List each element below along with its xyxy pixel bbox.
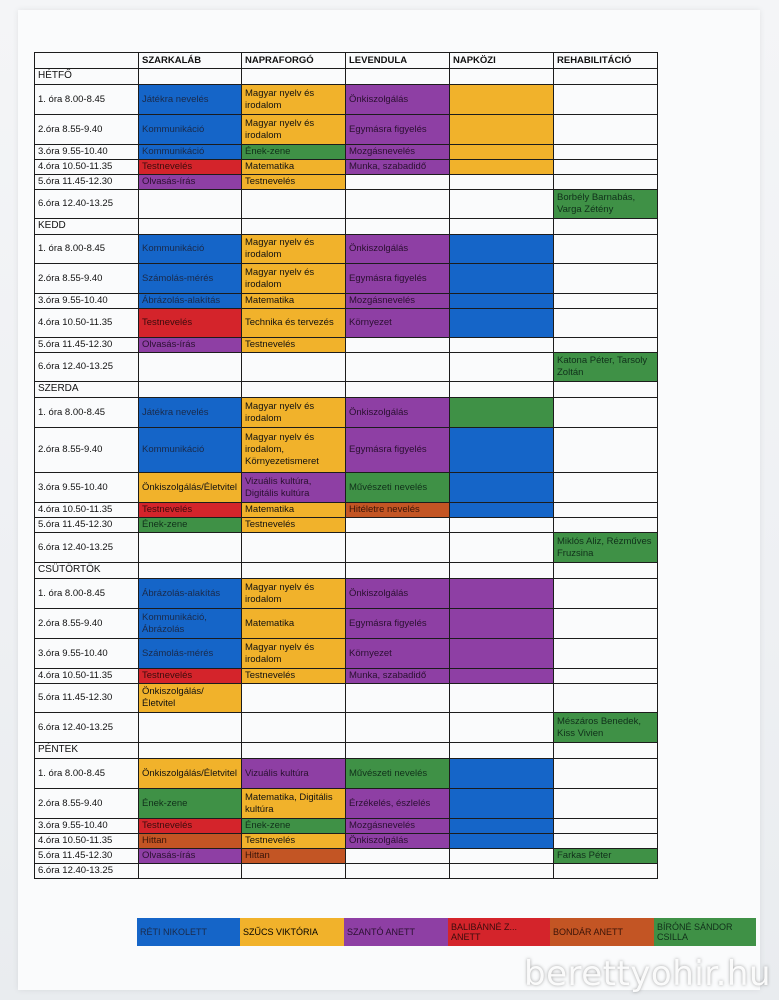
lesson-cell — [450, 759, 554, 789]
lesson-cell — [450, 684, 554, 713]
lesson-time: 5.óra 11.45-12.30 — [35, 338, 139, 353]
lesson-cell: Testnevelés — [139, 309, 242, 338]
lesson-row — [35, 579, 658, 609]
lesson-cell — [554, 639, 658, 669]
lesson-cell — [450, 160, 554, 175]
lesson-cell: Művészeti nevelés — [346, 473, 450, 503]
day-label: CSÜTÖRTÖK — [35, 563, 139, 579]
lesson-row — [35, 849, 658, 864]
lesson-cell — [450, 294, 554, 309]
lesson-time: 5.óra 11.45-12.30 — [35, 684, 139, 713]
lesson-cell: Munka, szabadidő — [346, 669, 450, 684]
lesson-time: 1. óra 8.00-8.45 — [35, 579, 139, 609]
lesson-row — [35, 518, 658, 533]
empty-cell — [554, 382, 658, 398]
lesson-time: 2.óra 8.55-9.40 — [35, 264, 139, 294]
lesson-cell: Vizuális kultúra, Digitális kultúra — [242, 473, 346, 503]
lesson-cell — [450, 834, 554, 849]
lesson-time: 4.óra 10.50-11.35 — [35, 834, 139, 849]
lesson-cell: Magyar nyelv és irodalom — [242, 579, 346, 609]
lesson-cell — [346, 190, 450, 219]
lesson-cell: Borbély Barnabás, Varga Zétény — [554, 190, 658, 219]
lesson-row — [35, 609, 658, 639]
lesson-time: 3.óra 9.55-10.40 — [35, 473, 139, 503]
lesson-row — [35, 533, 658, 563]
lesson-cell — [554, 789, 658, 819]
empty-cell — [346, 743, 450, 759]
lesson-cell: Egymásra figyelés — [346, 428, 450, 473]
lesson-cell: Érzékelés, észlelés — [346, 789, 450, 819]
lesson-row — [35, 864, 658, 879]
teacher-legend — [137, 918, 756, 946]
lesson-cell — [139, 353, 242, 382]
lesson-cell: Testnevelés — [242, 669, 346, 684]
lesson-cell: Technika és tervezés — [242, 309, 346, 338]
empty-cell — [139, 563, 242, 579]
lesson-cell — [554, 338, 658, 353]
lesson-cell — [554, 294, 658, 309]
lesson-cell: Katona Péter, Tarsoly Zoltán — [554, 353, 658, 382]
lesson-row — [35, 398, 658, 428]
lesson-cell — [450, 85, 554, 115]
legend-item: SZANTÓ ANETT — [344, 918, 448, 946]
lesson-cell: Mozgásnevelés — [346, 294, 450, 309]
lesson-cell: Magyar nyelv és irodalom — [242, 639, 346, 669]
lesson-cell: Magyar nyelv és irodalom — [242, 85, 346, 115]
lesson-cell: Önkiszolgálás/Életvitel — [139, 473, 242, 503]
lesson-cell: Játékra nevelés — [139, 85, 242, 115]
lesson-cell: Magyar nyelv és irodalom — [242, 264, 346, 294]
lesson-cell: Hittan — [242, 849, 346, 864]
lesson-cell: Testnevelés — [139, 503, 242, 518]
empty-cell — [450, 69, 554, 85]
lesson-time: 3.óra 9.55-10.40 — [35, 294, 139, 309]
lesson-time: 6.óra 12.40-13.25 — [35, 190, 139, 219]
day-row — [35, 563, 658, 579]
lesson-cell — [450, 353, 554, 382]
lesson-cell — [346, 353, 450, 382]
lesson-cell — [450, 533, 554, 563]
header-napraforgo: NAPRAFORGÓ — [242, 53, 346, 69]
legend-item: SZŰCS VIKTÓRIA — [240, 918, 344, 946]
legend-item: BÍRÓNÉ SÁNDOR CSILLA — [654, 918, 756, 946]
lesson-cell — [554, 235, 658, 264]
lesson-cell — [450, 713, 554, 743]
lesson-cell — [450, 175, 554, 190]
lesson-cell: Mészáros Benedek, Kiss Vivien — [554, 713, 658, 743]
empty-cell — [242, 219, 346, 235]
lesson-cell: Önkiszolgálás — [346, 834, 450, 849]
lesson-row — [35, 264, 658, 294]
day-label: SZERDA — [35, 382, 139, 398]
legend-item: BALIBÁNNÉ Z... ANETT — [448, 918, 550, 946]
lesson-cell: Egymásra figyelés — [346, 264, 450, 294]
day-row — [35, 219, 658, 235]
lesson-cell: Testnevelés — [242, 175, 346, 190]
lesson-cell — [450, 190, 554, 219]
lesson-row — [35, 338, 658, 353]
lesson-time: 4.óra 10.50-11.35 — [35, 309, 139, 338]
lesson-row — [35, 819, 658, 834]
lesson-cell — [554, 669, 658, 684]
lesson-cell — [450, 264, 554, 294]
lesson-cell: Munka, szabadidő — [346, 160, 450, 175]
lesson-row — [35, 759, 658, 789]
lesson-cell — [242, 533, 346, 563]
lesson-cell: Játékra nevelés — [139, 398, 242, 428]
lesson-time: 4.óra 10.50-11.35 — [35, 160, 139, 175]
lesson-cell — [554, 175, 658, 190]
lesson-row — [35, 713, 658, 743]
lesson-cell: Mozgásnevelés — [346, 145, 450, 160]
lesson-cell — [346, 175, 450, 190]
lesson-cell: Matematika — [242, 160, 346, 175]
lesson-row — [35, 789, 658, 819]
lesson-cell — [554, 115, 658, 145]
lesson-cell — [450, 639, 554, 669]
lesson-cell: Magyar nyelv és irodalom, Környezetismeret — [242, 428, 346, 473]
lesson-row — [35, 353, 658, 382]
schedule-table — [34, 52, 658, 879]
empty-cell — [554, 219, 658, 235]
lesson-cell — [450, 669, 554, 684]
lesson-cell: Kommunikáció — [139, 145, 242, 160]
lesson-cell: Környezet — [346, 639, 450, 669]
empty-cell — [554, 743, 658, 759]
lesson-time: 2.óra 8.55-9.40 — [35, 789, 139, 819]
lesson-cell — [554, 428, 658, 473]
lesson-cell: Mozgásnevelés — [346, 819, 450, 834]
lesson-time: 6.óra 12.40-13.25 — [35, 353, 139, 382]
lesson-cell: Környezet — [346, 309, 450, 338]
lesson-time: 5.óra 11.45-12.30 — [35, 518, 139, 533]
lesson-row — [35, 115, 658, 145]
lesson-cell: Ének-zene — [139, 518, 242, 533]
lesson-cell: Számolás-mérés — [139, 264, 242, 294]
empty-cell — [139, 382, 242, 398]
lesson-cell: Önkiszolgálás — [346, 398, 450, 428]
lesson-cell — [450, 849, 554, 864]
lesson-cell — [554, 160, 658, 175]
lesson-cell: Önkiszolgálás/ Életvitel — [139, 684, 242, 713]
day-row — [35, 69, 658, 85]
lesson-row — [35, 428, 658, 473]
lesson-cell — [346, 518, 450, 533]
lesson-cell: Ének-zene — [242, 819, 346, 834]
lesson-cell: Testnevelés — [139, 160, 242, 175]
lesson-cell: Matematika — [242, 503, 346, 518]
lesson-time: 2.óra 8.55-9.40 — [35, 115, 139, 145]
empty-cell — [346, 219, 450, 235]
lesson-cell — [242, 713, 346, 743]
lesson-cell — [450, 235, 554, 264]
header-corner — [35, 53, 139, 69]
lesson-cell: Hitéletre nevelés — [346, 503, 450, 518]
lesson-cell — [554, 819, 658, 834]
lesson-cell: Testnevelés — [242, 518, 346, 533]
lesson-cell: Matematika — [242, 609, 346, 639]
lesson-time: 3.óra 9.55-10.40 — [35, 819, 139, 834]
lesson-cell — [346, 864, 450, 879]
day-label: PÉNTEK — [35, 743, 139, 759]
day-label: KEDD — [35, 219, 139, 235]
lesson-cell — [450, 789, 554, 819]
lesson-cell — [554, 309, 658, 338]
lesson-cell — [554, 609, 658, 639]
lesson-row — [35, 85, 658, 115]
lesson-cell — [450, 864, 554, 879]
lesson-cell: Önkiszolgálás/Életvitel — [139, 759, 242, 789]
legend-item: RÉTI NIKOLETT — [137, 918, 240, 946]
lesson-cell — [346, 849, 450, 864]
lesson-cell: Matematika, Digitális kultúra — [242, 789, 346, 819]
empty-cell — [450, 563, 554, 579]
lesson-time: 4.óra 10.50-11.35 — [35, 669, 139, 684]
lesson-cell: Testnevelés — [242, 338, 346, 353]
lesson-cell — [450, 579, 554, 609]
lesson-cell: Farkas Péter — [554, 849, 658, 864]
lesson-time: 6.óra 12.40-13.25 — [35, 713, 139, 743]
lesson-time: 6.óra 12.40-13.25 — [35, 864, 139, 879]
lesson-cell — [450, 819, 554, 834]
lesson-cell — [554, 85, 658, 115]
lesson-row — [35, 639, 658, 669]
lesson-row — [35, 294, 658, 309]
lesson-cell: Vizuális kultúra — [242, 759, 346, 789]
empty-cell — [242, 69, 346, 85]
lesson-cell: Egymásra figyelés — [346, 115, 450, 145]
header-levendula: LEVENDULA — [346, 53, 450, 69]
lesson-time: 1. óra 8.00-8.45 — [35, 85, 139, 115]
empty-cell — [346, 69, 450, 85]
header-row — [35, 53, 658, 69]
lesson-time: 1. óra 8.00-8.45 — [35, 398, 139, 428]
lesson-cell — [450, 398, 554, 428]
empty-cell — [139, 69, 242, 85]
lesson-cell — [554, 579, 658, 609]
empty-cell — [139, 743, 242, 759]
empty-cell — [554, 563, 658, 579]
lesson-cell — [450, 428, 554, 473]
lesson-row — [35, 145, 658, 160]
lesson-cell — [450, 518, 554, 533]
lesson-cell — [450, 609, 554, 639]
lesson-cell: Egymásra figyelés — [346, 609, 450, 639]
empty-cell — [242, 743, 346, 759]
lesson-time: 4.óra 10.50-11.35 — [35, 503, 139, 518]
lesson-cell: Ének-zene — [242, 145, 346, 160]
lesson-cell — [450, 309, 554, 338]
day-row — [35, 743, 658, 759]
lesson-cell — [554, 834, 658, 849]
lesson-time: 3.óra 9.55-10.40 — [35, 639, 139, 669]
empty-cell — [450, 219, 554, 235]
lesson-time: 1. óra 8.00-8.45 — [35, 759, 139, 789]
lesson-cell — [139, 533, 242, 563]
empty-cell — [242, 382, 346, 398]
lesson-cell — [242, 190, 346, 219]
lesson-time: 5.óra 11.45-12.30 — [35, 175, 139, 190]
lesson-time: 6.óra 12.40-13.25 — [35, 533, 139, 563]
lesson-cell: Önkiszolgálás — [346, 235, 450, 264]
lesson-cell — [450, 338, 554, 353]
lesson-time: 2.óra 8.55-9.40 — [35, 609, 139, 639]
lesson-cell — [139, 864, 242, 879]
lesson-cell — [554, 684, 658, 713]
lesson-cell — [554, 518, 658, 533]
lesson-cell — [554, 759, 658, 789]
empty-cell — [554, 69, 658, 85]
empty-cell — [346, 563, 450, 579]
day-row — [35, 382, 658, 398]
legend-item: BONDÁR ANETT — [550, 918, 654, 946]
empty-cell — [450, 743, 554, 759]
lesson-cell — [450, 503, 554, 518]
lesson-cell: Számolás-mérés — [139, 639, 242, 669]
lesson-cell: Olvasás-írás — [139, 338, 242, 353]
lesson-row — [35, 235, 658, 264]
lesson-cell: Magyar nyelv és irodalom — [242, 115, 346, 145]
lesson-cell: Matematika — [242, 294, 346, 309]
empty-cell — [346, 382, 450, 398]
lesson-time: 2.óra 8.55-9.40 — [35, 428, 139, 473]
lesson-cell: Művészeti nevelés — [346, 759, 450, 789]
lesson-cell — [554, 398, 658, 428]
header-rehabilitacio: REHABILITÁCIÓ — [554, 53, 658, 69]
lesson-row — [35, 190, 658, 219]
lesson-cell — [139, 190, 242, 219]
lesson-cell: Magyar nyelv és irodalom — [242, 235, 346, 264]
lesson-cell: Önkiszolgálás — [346, 579, 450, 609]
lesson-cell — [139, 713, 242, 743]
lesson-cell: Miklós Aliz, Rézműves Fruzsina — [554, 533, 658, 563]
lesson-cell: Testnevelés — [139, 669, 242, 684]
lesson-time: 1. óra 8.00-8.45 — [35, 235, 139, 264]
lesson-row — [35, 473, 658, 503]
lesson-cell: Ének-zene — [139, 789, 242, 819]
lesson-cell — [554, 473, 658, 503]
lesson-cell: Kommunikáció — [139, 235, 242, 264]
lesson-row — [35, 834, 658, 849]
lesson-row — [35, 503, 658, 518]
site-watermark: berettyohir.hu — [524, 954, 771, 994]
lesson-cell — [242, 353, 346, 382]
lesson-cell — [450, 145, 554, 160]
lesson-time: 5.óra 11.45-12.30 — [35, 849, 139, 864]
lesson-cell: Kommunikáció, Ábrázolás — [139, 609, 242, 639]
lesson-cell — [346, 533, 450, 563]
lesson-cell: Magyar nyelv és irodalom — [242, 398, 346, 428]
lesson-cell: Önkiszolgálás — [346, 85, 450, 115]
lesson-row — [35, 175, 658, 190]
lesson-cell: Testnevelés — [139, 819, 242, 834]
lesson-row — [35, 160, 658, 175]
lesson-cell: Ábrázolás-alakítás — [139, 579, 242, 609]
lesson-cell — [242, 864, 346, 879]
lesson-time: 3.óra 9.55-10.40 — [35, 145, 139, 160]
lesson-cell: Olvasás-írás — [139, 175, 242, 190]
lesson-row — [35, 684, 658, 713]
lesson-row — [35, 669, 658, 684]
lesson-cell — [450, 473, 554, 503]
header-napkozi: NAPKÖZI — [450, 53, 554, 69]
lesson-row — [35, 309, 658, 338]
lesson-cell: Olvasás-írás — [139, 849, 242, 864]
lesson-cell — [554, 264, 658, 294]
lesson-cell — [346, 713, 450, 743]
lesson-cell — [346, 684, 450, 713]
lesson-cell — [554, 503, 658, 518]
lesson-cell — [554, 864, 658, 879]
lesson-cell — [242, 684, 346, 713]
day-label: HÉTFŐ — [35, 69, 139, 85]
header-szarkalab: SZARKALÁB — [139, 53, 242, 69]
empty-cell — [242, 563, 346, 579]
lesson-cell — [450, 115, 554, 145]
empty-cell — [139, 219, 242, 235]
lesson-cell — [346, 338, 450, 353]
lesson-cell: Hittan — [139, 834, 242, 849]
lesson-cell: Testnevelés — [242, 834, 346, 849]
empty-cell — [450, 382, 554, 398]
lesson-cell: Kommunikáció — [139, 428, 242, 473]
lesson-cell — [554, 145, 658, 160]
lesson-cell: Ábrázolás-alakítás — [139, 294, 242, 309]
lesson-cell: Kommunikáció — [139, 115, 242, 145]
